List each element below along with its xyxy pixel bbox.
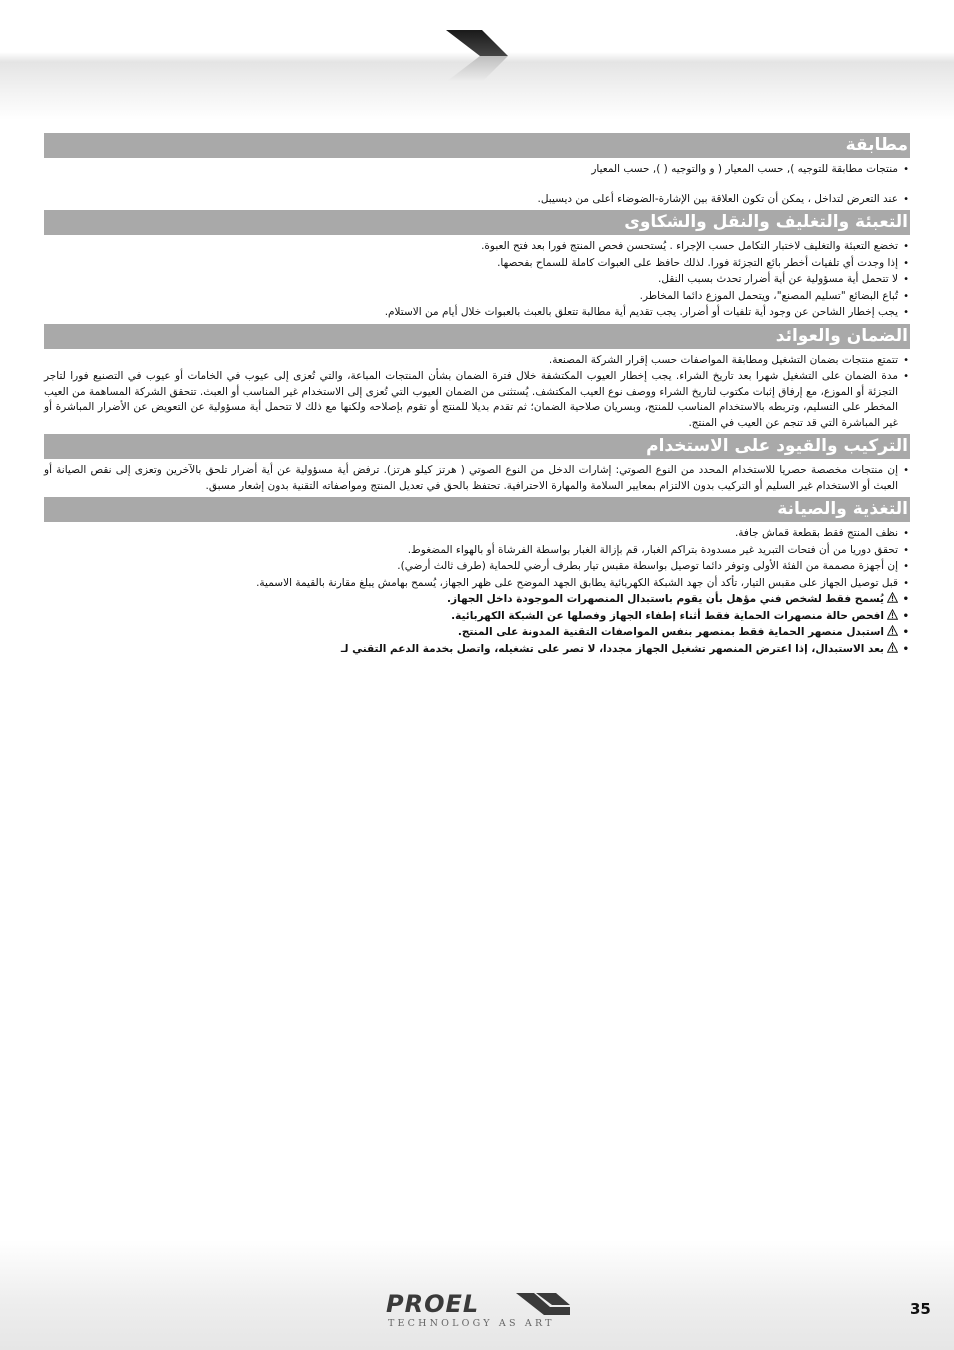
list-item — [44, 305, 898, 321]
list-item-text: مدة الضمان على التشغيل شهرا بعد تاريخ الشراء. يجب إخطار العيوب المكتشفة خلال فترة الضمان بشأن المنتجات المباعة، والتي تُعزى إلى عيوب في الخامات أو عيوب في التصنيع فورا لتاجر التجزئة أو الموزع، مع إرفاق إثبات مكتوب لتاريخ الشراء ووصف نوع العيب المكتشف. يُستثنى من الضمان العيوب التي تُعزى إلى الاستخدام غير المناسب أو العبث. تتحقق الشركة المساهمة من العيب المخطر على التسليم، وتربطه بالاستخدام المناسب للمنتج، وبسريان صلاحية الضمان؛ ثم تقدم بديلا للمنتج أو تقوم بإصلاحه ولكنها مع ذلك لا تتحمل أية مسؤولية عن التعويض عن الأضرار المباشرة أو غير المباشرة التي قد تنجم عن العيب في المنتج. — [44, 370, 898, 429]
section — [44, 133, 910, 207]
list-item-text: نظف المنتج فقط بقطعة قماش جافة. — [734, 527, 898, 539]
list-item — [44, 192, 898, 208]
list-item — [44, 543, 898, 559]
list-item — [44, 526, 898, 542]
warning-icon — [887, 642, 898, 653]
section-heading: الضمان والعوائد — [44, 324, 910, 349]
bullet-list — [44, 162, 910, 207]
chevron-icon — [444, 28, 510, 84]
list-item-text: تحقق دوريا من أن فتحات التبريد غير مسدودة بتراكم الغبار، قم بإزالة الغبار بواسطة الفرشاة أو بالهواء المضغوط. — [407, 543, 898, 556]
section — [44, 497, 910, 657]
list-item — [44, 162, 898, 178]
document-body — [44, 133, 910, 660]
page-number: 35 — [910, 1300, 931, 1318]
list-item-text: يُسمح فقط لشخص فني مؤهل بأن يقوم باستبدال المنصهرات الموجودة داخل الجهاز. — [446, 593, 884, 605]
list-item-text: لا تتحمل أية مسؤولية عن أية أضرار تحدث بسبب النقل. — [658, 273, 898, 285]
list-item — [44, 256, 898, 272]
logo-tagline: TECHNOLOGY AS ART — [388, 1318, 555, 1329]
list-item — [44, 559, 898, 575]
list-item — [44, 642, 898, 658]
warning-icon — [887, 625, 898, 636]
list-item-text: إن أجهزة مصممة من الفئة الأولى وتوفر دائما توصيل بواسطة مقبس تيار بطرف أرضي للحماية (طرف ثالث أرضي). — [397, 560, 898, 572]
list-item-text: منتجات مطابقة للتوجيه ), حسب المعيار ( و والتوجيه ( ), حسب المعيار — [591, 163, 898, 175]
bullet-list — [44, 239, 910, 321]
bullet-list — [44, 526, 910, 657]
bullet-list — [44, 463, 910, 494]
section-heading: مطابقة — [44, 133, 910, 158]
list-item — [44, 625, 898, 641]
bullet-list — [44, 353, 910, 432]
list-item — [44, 576, 898, 592]
list-item — [44, 463, 898, 494]
list-item-text: استبدل منصهر الحماية فقط بمنصهر بنفس المواصفات التقنية المدونة على المنتج. — [457, 626, 884, 638]
list-item-text: تُباع البضائع "تسليم المصنع"، ويتحمل الموزع دائما المخاطر. — [639, 289, 898, 302]
list-item — [44, 239, 898, 255]
logo-wordmark: PROEL — [386, 1290, 480, 1318]
list-item-text: إذا وجدت أي تلفيات أخطر بائع التجزئة فورا. لذلك حافظ على العبوات كاملة للسماح بفحصها. — [497, 256, 898, 269]
section-heading: التعبئة والتغليف والنقل والشكاوى — [44, 210, 910, 235]
warning-icon — [887, 609, 898, 620]
list-item — [44, 369, 898, 431]
list-item-text: يجب إخطار الشاحن عن وجود أية تلفيات أو أضرار. يجب تقديم أية مطالبة تتعلق بالعبث بالعبوات خلال أيام من الاستلام. — [384, 306, 898, 318]
list-item-text: تتمتع منتجات بضمان التشغيل ومطابقة المواصفات حسب إقرار الشركة المصنعة. — [548, 353, 898, 366]
list-item — [44, 592, 898, 608]
list-item-text: إن منتجات مخصصة حصريا للاستخدام المحدد من النوع الصوتي: إشارات الدخل من النوع الصوتي ( هرتز كيلو هرتز). ترفض أية مسؤولية عن أية أضرار تلحق بالآخرين وتعزى إلى نقص الصيانة أو العبث أو الاستخدام غير السليم أو التركيب بدون الالتزام بمعايير السلامة والمهارة الاحترافية. تحتفظ بالحق في تعديل المنتج ومواصفاته التقنية بدون إشعار مسبق. — [44, 464, 898, 492]
list-item — [44, 353, 898, 369]
list-item-text: بعد الاستبدال، إذا اعترض المنصهر تشغيل الجهاز مجددا، لا تصر على تشغيله، واتصل بخدمة الدعم التقني لـ — [340, 642, 884, 655]
list-item-text: تخضع التعبئة والتغليف لاختبار التكامل حسب الإجراء . يُستحسن فحص المنتج فورا بعد فتح العبوة. — [481, 240, 898, 252]
section — [44, 210, 910, 321]
section-heading: التغذية والصيانة — [44, 497, 910, 522]
list-item-text: عند التعرض لتداخل ، يمكن أن تكون العلاقة بين الإشارة-الضوضاء أعلى من ديسيبل. — [537, 192, 898, 205]
section — [44, 434, 910, 494]
list-item — [44, 289, 898, 305]
section — [44, 324, 910, 432]
list-item-text: قبل توصيل الجهاز على مقبس التيار، تأكد أن جهد الشبكة الكهربائية يطابق الجهد الموضح على ظهر الجهاز، يُسمح بهامش يبلغ مقارنة بالقيمة الاسمية. — [256, 576, 898, 589]
proel-logo — [386, 1290, 570, 1334]
list-item — [44, 609, 898, 625]
logo-mark-icon — [516, 1293, 570, 1315]
section-heading: التركيب والقيود على الاستخدام — [44, 434, 910, 459]
list-item-text: افحص حالة منصهرات الحماية فقط أثناء إطفاء الجهاز وفصلها عن الشبكة الكهربائية. — [451, 609, 884, 622]
warning-icon — [887, 592, 898, 603]
list-item — [44, 272, 898, 288]
